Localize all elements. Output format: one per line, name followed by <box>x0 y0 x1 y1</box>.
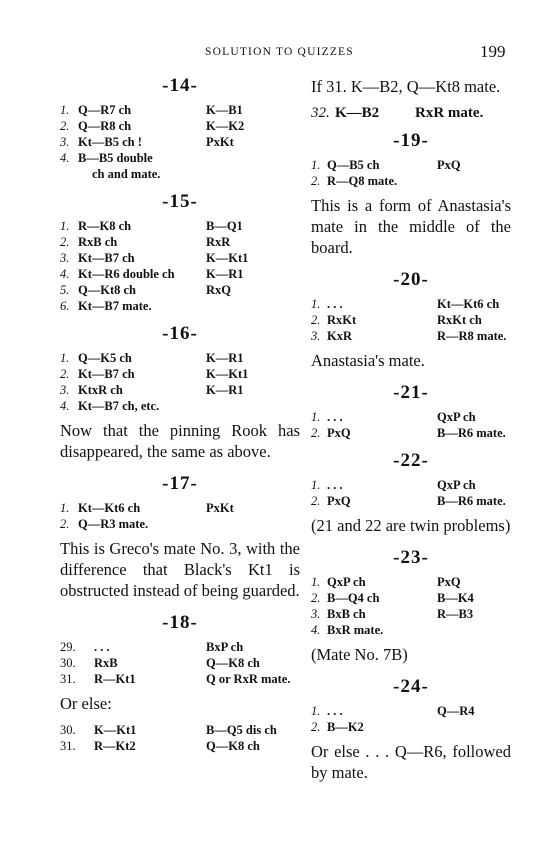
quiz-20-moves <box>311 296 511 344</box>
quiz-18-final-move <box>311 105 511 121</box>
page-header <box>0 44 538 66</box>
quiz-14-heading: -14- <box>162 75 198 96</box>
move-row: 3. BxB ch R—B3 <box>311 607 474 621</box>
quiz-23-moves <box>311 574 511 638</box>
quiz-19-moves <box>311 157 511 189</box>
move-row: 1. Q—R7 ch K—B1 <box>60 103 243 117</box>
move-row: 31. R—Kt1 Q or RxR mate. <box>60 672 291 686</box>
quiz-15-heading: -15- <box>162 191 198 212</box>
move-row: 1. Kt—Kt6 ch PxKt <box>60 501 234 515</box>
move-row: 1. QxP ch PxQ <box>311 575 461 589</box>
quiz-22-commentary: (21 and 22 are twin problems) <box>311 516 511 535</box>
quiz-23-heading: -23- <box>393 547 429 568</box>
move-row: 4. B—B5 double <box>60 151 153 165</box>
move-row: 3. Kt—B5 ch ! PxKt <box>60 135 234 149</box>
move-row: 30. RxB Q—K8 ch <box>60 656 260 670</box>
left-column <box>60 72 300 760</box>
move-row: 1. Q—K5 ch K—R1 <box>60 351 244 365</box>
move-continuation: ch and mate. <box>92 167 161 181</box>
quiz-19-heading: -19- <box>393 130 429 151</box>
move-row: 30. K—Kt1 B—Q5 dis ch <box>60 723 277 737</box>
quiz-22-moves <box>311 477 511 509</box>
move-row: 1. . . . QxP ch <box>311 478 476 492</box>
quiz-14-moves <box>60 102 300 182</box>
move-row: 4. BxR mate. <box>311 623 384 637</box>
quiz-21-moves <box>311 409 511 441</box>
move-row: 1. . . . Kt—Kt6 ch <box>311 297 500 311</box>
quiz-22-heading: -22- <box>393 450 429 471</box>
or-else-label: Or else: <box>60 694 112 713</box>
move-row: 1. R—K8 ch B—Q1 <box>60 219 243 233</box>
quiz-21-heading: -21- <box>393 382 429 403</box>
quiz-18-moves <box>60 639 300 687</box>
quiz-18-continuation: If 31. K—B2, Q—Kt8 mate. <box>311 77 501 96</box>
quiz-16-moves <box>60 350 300 414</box>
move-row: 2. B—Q4 ch B—K4 <box>311 591 474 605</box>
quiz-16-commentary: Now that the pinning Rook has disappeared, the same as above. <box>60 421 300 461</box>
move-row: 3. KxR R—R8 mate. <box>311 329 507 343</box>
move-row: 3. KtxR ch K—R1 <box>60 383 244 397</box>
quiz-20-heading: -20- <box>393 269 429 290</box>
move-row: 2. R—Q8 mate. <box>311 174 398 188</box>
move-row: 4. Kt—R6 double ch K—R1 <box>60 267 244 281</box>
move-row: 1. . . . QxP ch <box>311 410 476 424</box>
move-row: 2. RxKt RxKt ch <box>311 313 482 327</box>
move-row: 2. Kt—B7 ch K—Kt1 <box>60 367 249 381</box>
move-row: 29. . . . BxP ch <box>60 640 244 654</box>
move-row: 6. Kt—B7 mate. <box>60 299 152 313</box>
move-row: 2. Q—R3 mate. <box>60 517 149 531</box>
quiz-17-moves <box>60 500 300 532</box>
page-number: 199 <box>480 42 506 61</box>
quiz-18-heading: -18- <box>162 612 198 633</box>
move-row: 2. PxQ B—R6 mate. <box>311 426 506 440</box>
move-row: 1. . . . Q—R4 <box>311 704 475 718</box>
quiz-24-commentary: Or else . . . Q—R6, followed by mate. <box>311 742 511 782</box>
quiz-18-alt-moves <box>60 722 300 754</box>
quiz-24-moves <box>311 703 511 735</box>
move-row: 2. B—K2 <box>311 720 364 734</box>
quiz-15-moves <box>60 218 300 314</box>
move-row: 2. Q—R8 ch K—K2 <box>60 119 245 133</box>
move-row: 4. Kt—B7 ch, etc. <box>60 399 160 413</box>
move-row: 31. R—Kt2 Q—K8 ch <box>60 739 260 753</box>
move-row: 32. K—B2 RxR mate. <box>311 105 484 121</box>
running-head: SOLUTION TO QUIZZES <box>205 46 354 58</box>
move-row: 1. Q—B5 ch PxQ <box>311 158 461 172</box>
move-row: 2. RxB ch RxR <box>60 235 231 249</box>
quiz-19-commentary: This is a form of Anastasia's mate in the middle of the board. <box>311 196 511 257</box>
quiz-24-heading: -24- <box>393 676 429 697</box>
right-column <box>311 72 511 791</box>
quiz-23-commentary: (Mate No. 7B) <box>311 645 408 664</box>
move-row: 3. Kt—B7 ch K—Kt1 <box>60 251 249 265</box>
quiz-20-commentary: Anastasia's mate. <box>311 351 425 370</box>
quiz-17-heading: -17- <box>162 473 198 494</box>
quiz-17-commentary: This is Greco's mate No. 3, with the difference that Black's Kt1 is obstructed instead of being guarded. <box>60 539 300 600</box>
move-row: 5. Q—Kt8 ch RxQ <box>60 283 231 297</box>
quiz-16-heading: -16- <box>162 323 198 344</box>
move-row: 2. PxQ B—R6 mate. <box>311 494 506 508</box>
